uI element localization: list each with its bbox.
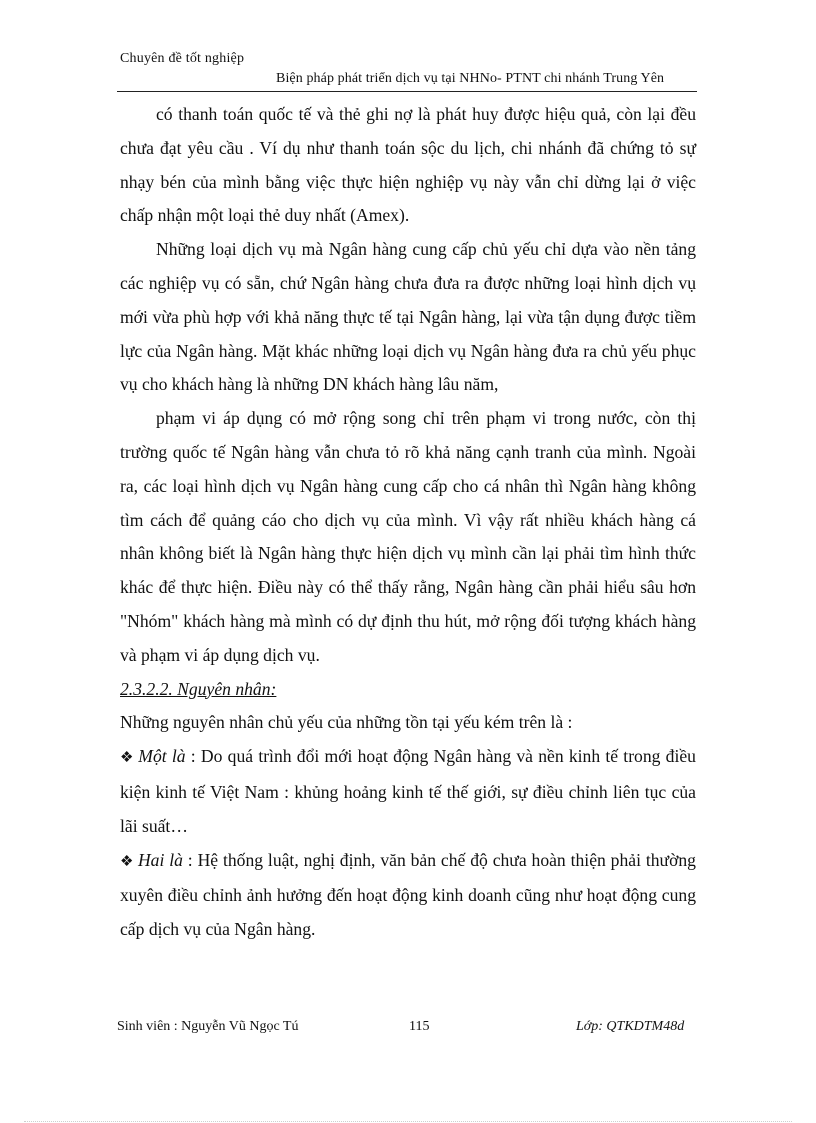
bullet-lead: Hai là [137,849,183,870]
intro-paragraph: Những nguyên nhân chủ yếu của những tồn tại yếu kém trên là : [120,712,573,733]
section-heading: 2.3.2.2. Nguyên nhân: [120,678,277,699]
paragraph-2: Những loại dịch vụ mà Ngân hàng cung cấp chủ yếu chỉ dựa vào nền tảng các nghiệp vụ có sẵn, chứ Ngân hàng chưa đưa ra được những loại hình dịch vụ mới vừa phù hợp với khả năng thực tế tại Ngân hàng, lại vừa tận dụng được tiềm lực của Ngân hàng. Mặt khác những loại dịch vụ Ngân hàng đưa ra chủ yếu phục vụ cho khách hàng là những DN khách hàng lâu năm, [120,239,696,395]
diamond-bullet-icon: ❖ [120,853,134,870]
paragraph-1: có thanh toán quốc tế và thẻ ghi nợ là phát huy được hiệu quả, còn lại đều chưa đạt yêu cầu . Ví dụ như thanh toán sộc du lịch, chi nhánh đã chứng tỏ sự nhạy bén của mình bằng việc thực hiện nghiệp vụ này vẫn chỉ dừng lại ở việc chấp nhận một loại thẻ duy nhất (Amex). [120,104,696,226]
page-edge [24,1121,792,1122]
bullet-text: : Hệ thống luật, nghị định, văn bản chế độ chưa hoàn thiện phải thường xuyên điều chỉnh ảnh hưởng đến hoạt động kinh doanh cũng như hoạt động cung cấp dịch vụ của Ngân hàng. [120,849,696,940]
page-number: 115 [409,1019,430,1034]
page-body [120,98,696,947]
paragraph-3: phạm vi áp dụng có mở rộng song chỉ trên phạm vi trong nước, còn thị trường quốc tế Ngân hàng vẫn chưa tỏ rõ khả năng cạnh tranh của mình. Ngoài ra, các loại hình dịch vụ Ngân hàng cung cấp cho cá nhân thì Ngân hàng không tìm cách để quảng cáo cho dịch vụ của mình. Vì vậy rất nhiều khách hàng cá nhân không biết là Ngân hàng thực hiện dịch vụ mình cần lại phải tìm hình thức khác để thực hiện. Điều này có thể thấy rằng, Ngân hàng cần phải hiểu sâu hơn "Nhóm" khách hàng mà mình có dự định thu hút, mở rộng đối tượng khách hàng và phạm vi áp dụng dịch vụ. [120,408,696,665]
bullet-item-2 [120,844,696,947]
bullet-lead: Một là [138,746,186,767]
running-header-right: Biện pháp phát triển dịch vụ tại NHNo- PTNT chi nhánh Trung Yên [276,71,665,86]
bullet-item-1 [120,740,696,843]
footer-class: Lớp: QTKDTM48d [576,1019,685,1034]
running-header-left: Chuyên đề tốt nghiệp [120,51,245,66]
diamond-bullet-icon: ❖ [120,750,135,767]
header-divider [117,91,697,92]
bullet-text: : Do quá trình đổi mới hoạt động Ngân hàng và nền kinh tế trong điều kiện kinh tế Việt Nam : khủng hoảng kinh tế thế giới, sự điều chỉnh liên tục của lãi suất… [120,746,696,836]
footer-student: Sinh viên : Nguyễn Vũ Ngọc Tú [117,1019,299,1034]
